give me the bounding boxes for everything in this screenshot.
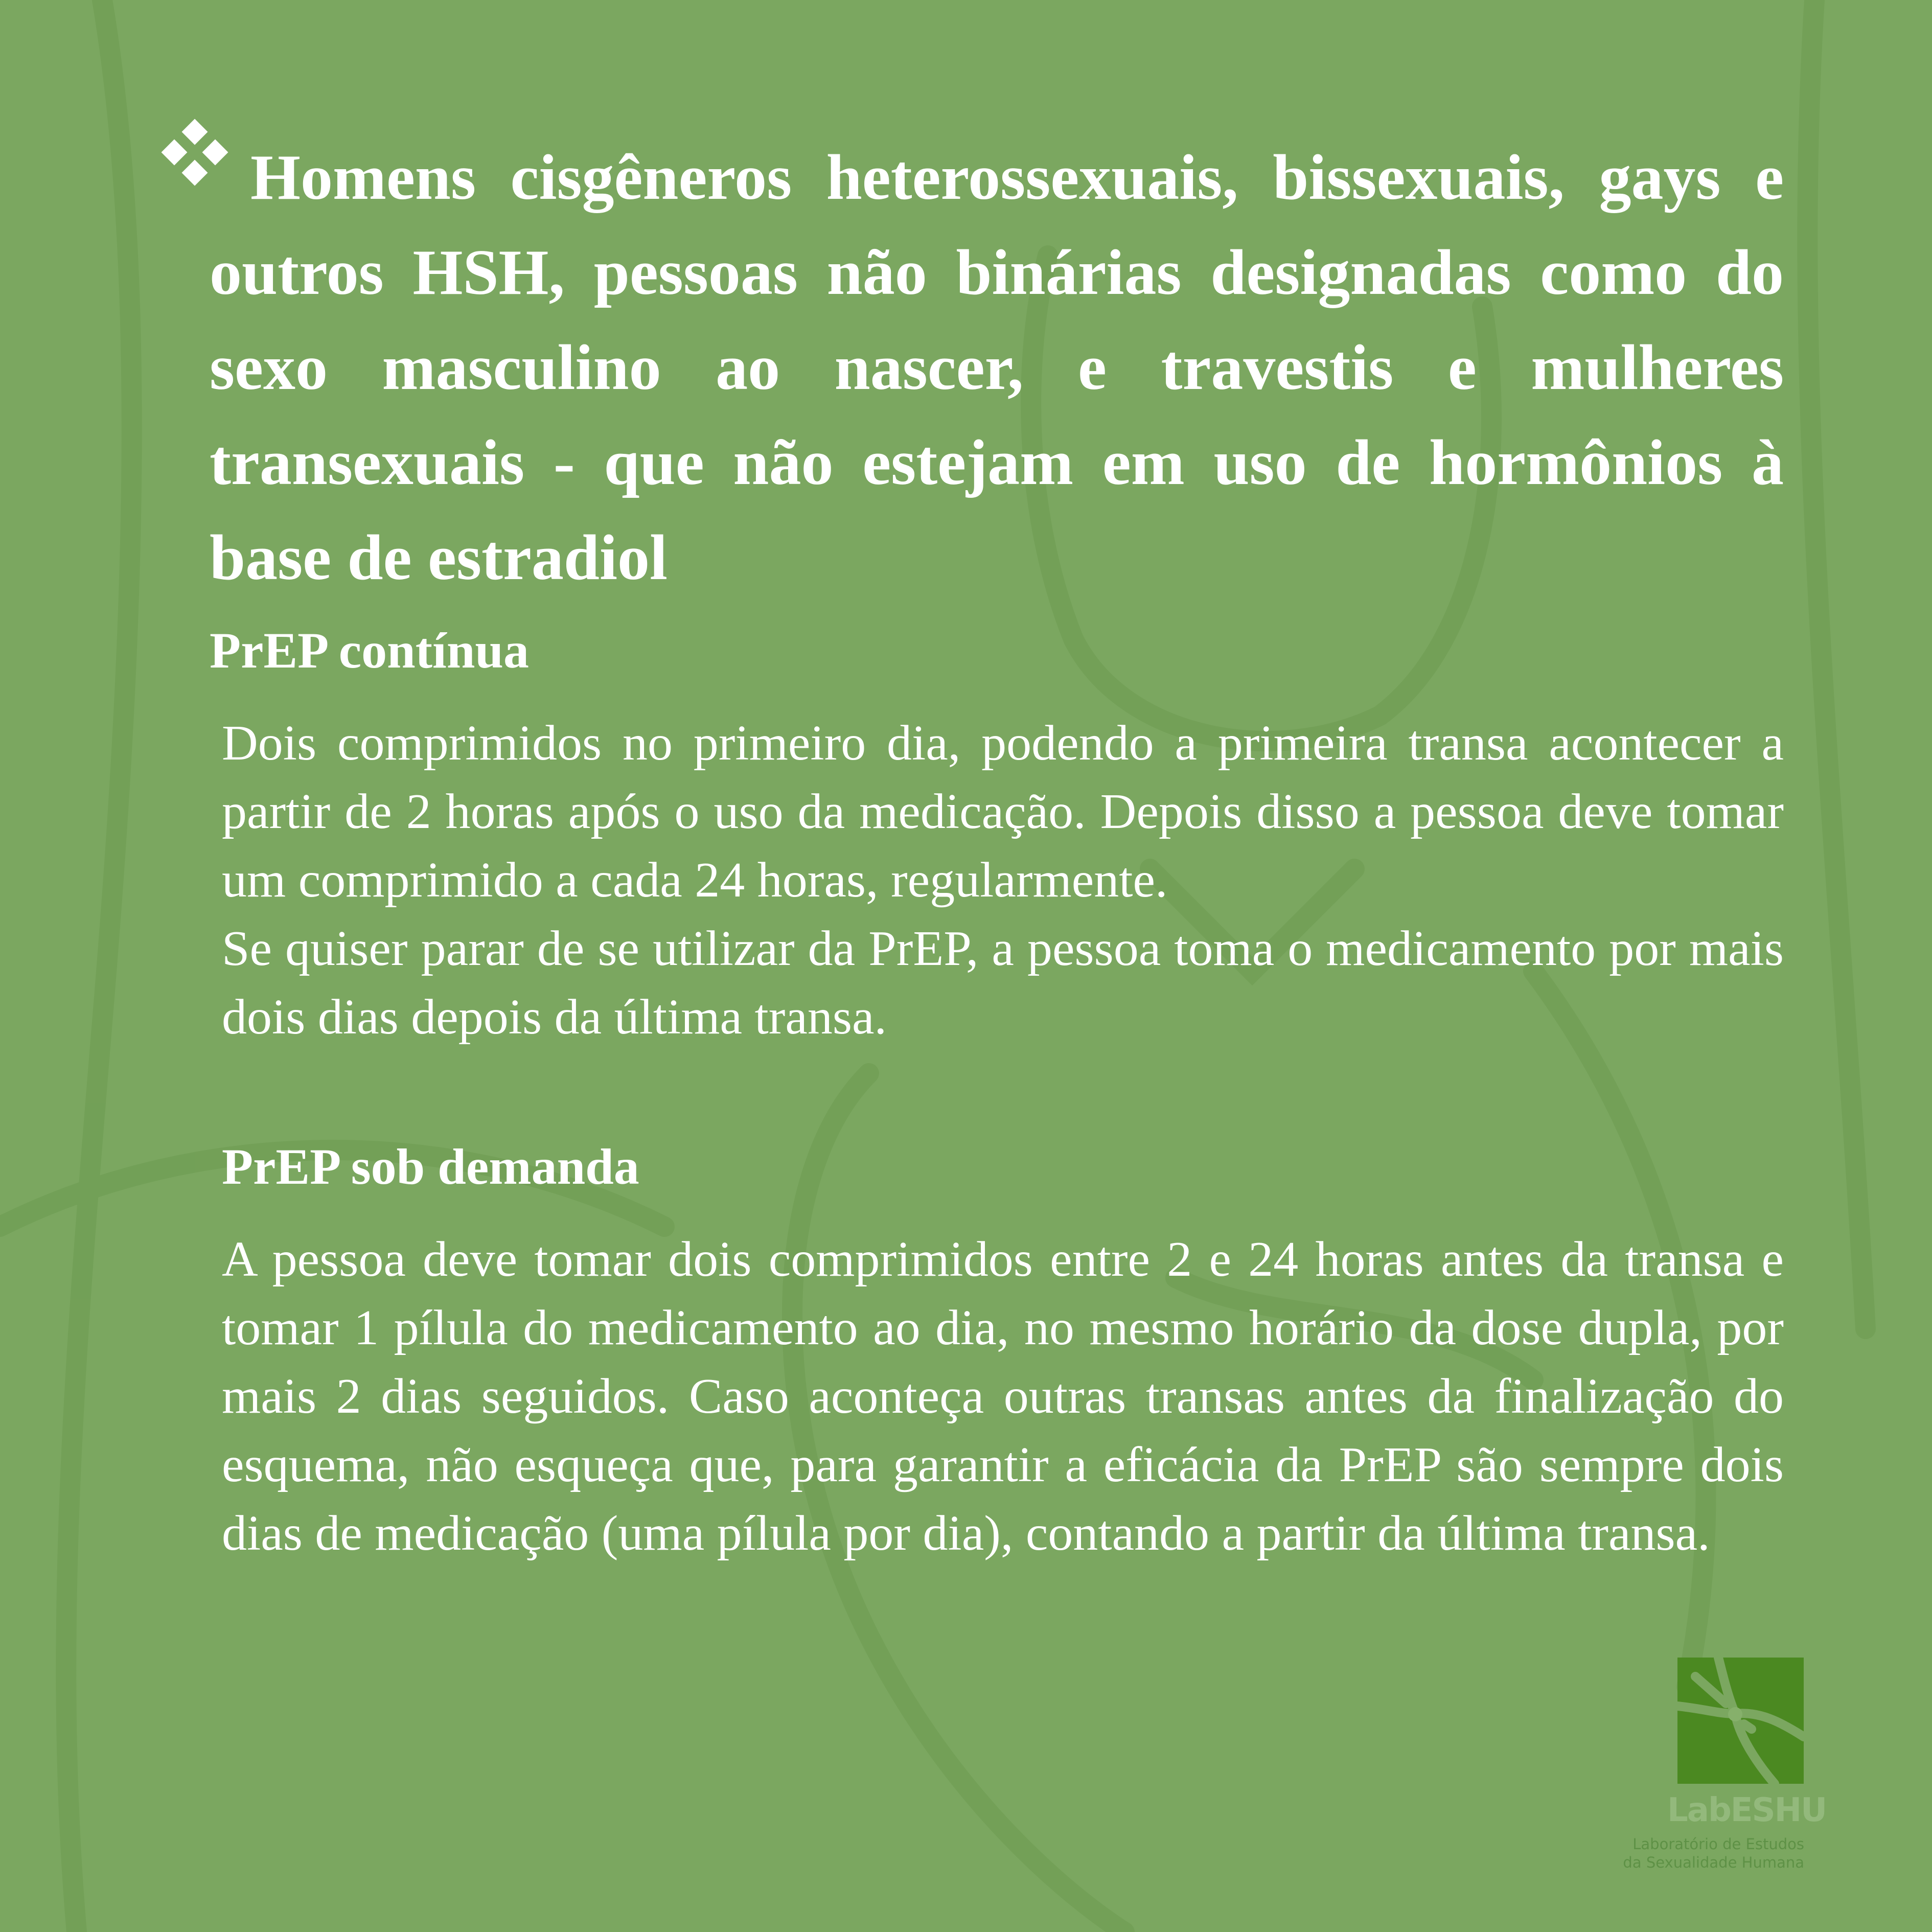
paragraph: Dois comprimidos no primeiro dia, podendo a primeira transa acontecer a partir de 2 horas após o uso da medicação. Depois disso a pessoa deve tomar um comprimido a cada 24 horas, regularmente. bbox=[222, 716, 1784, 908]
logo-name: LabESHU bbox=[1667, 1791, 1827, 1829]
section-title-on-demand: PrEP sob demanda bbox=[222, 1138, 639, 1195]
paragraph: Se quiser parar de se utilizar da PrEP, a pessoa toma o medicamento por mais dois dias depois da última transa. bbox=[222, 921, 1784, 1045]
section-title-continuous: PrEP contínua bbox=[210, 622, 530, 679]
section-body-continuous bbox=[222, 709, 1784, 1051]
logo-subtitle bbox=[1584, 1835, 1804, 1872]
logo-subtitle-line: Laboratório de Estudos bbox=[1632, 1835, 1804, 1853]
section-body-on-demand bbox=[222, 1225, 1784, 1568]
paragraph: A pessoa deve tomar dois comprimidos entre 2 e 24 horas antes da transa e tomar 1 pílula do medicamento ao dia, no mesmo horário da dose dupla, por mais 2 dias seguidos. Caso aconteça outras transas antes da finalização do esquema, não esqueça que, para garantir a eficácia da PrEP são sempre dois dias de medicação (uma pílula por dia), contando a partir da última transa. bbox=[222, 1232, 1784, 1561]
labeshu-logo-icon bbox=[1677, 1658, 1804, 1784]
page-heading: Homens cisgêneros heterossexuais, bissexuais, gays e outros HSH, pessoas não binárias designadas como do sexo masculino ao nascer, e travestis e mulheres transexuais - que não estejam em uso de hormônios à base de estradiol bbox=[210, 142, 1784, 593]
logo-subtitle-line: da Sexualidade Humana bbox=[1623, 1854, 1804, 1871]
